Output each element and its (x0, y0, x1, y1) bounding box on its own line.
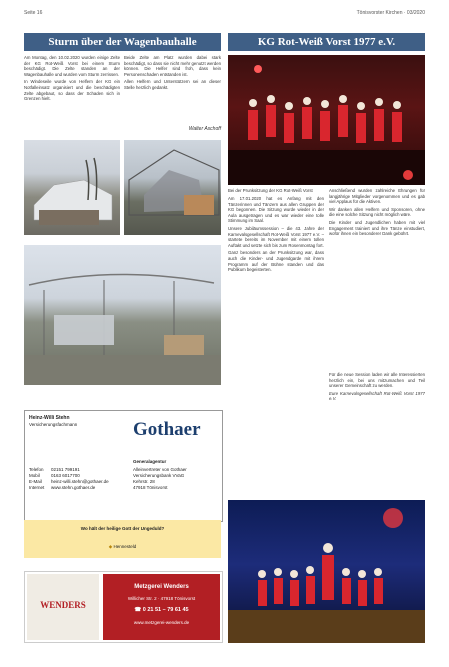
agent-name: Heinz-Willi Stehn (29, 415, 70, 421)
right-article-paragraph: Wir danken allen Helfern und Sponsoren, ohne die eine solche Sitzung nicht möglich wäre. (329, 206, 425, 218)
contact-value: www.stehn.gothaer.de (51, 485, 96, 490)
contact-value: heinz-willi.stehn@gothaer.de (51, 479, 109, 484)
publication-name: Tönisvorster Kirchen · 03/2020 (356, 10, 425, 16)
left-article-col2 (124, 55, 221, 125)
tent-photo-3-image (24, 245, 221, 385)
agency-line: 47918 Tönisvorst (133, 485, 168, 490)
tent-photo-1-image (24, 140, 120, 235)
agency-title: Generalagentur (133, 459, 167, 464)
wenders-logo-text: WENDERS (40, 600, 86, 610)
contact-label: Internet (29, 485, 45, 490)
right-article-paragraph: Am 17.01.2020 hat es Anfang mit den Tänzerinnen und Tänzern aus allen Gruppen der KG begonnen. Die Sitzung wurde wieder in der Aula ausgetragen und es war wieder eine tolle Stimmung im Saal. (228, 196, 324, 224)
left-article-paragraph: In Windeseile wurde von Helfern der KG ein Notfalleinsatz organisiert und die beschädigten Zelte abgebaut, so dass der Schaden sich in Grenzen hielt. (24, 79, 120, 102)
left-article-author: Walter Aschoff (188, 126, 221, 132)
contact-list (29, 467, 129, 491)
right-article-paragraph: Unsere Jubiläumssession – die 43. Jahre der Karnevalsgesellschaft Rot-Weiß Vorst 1977 e.V. – startete bereits im November mit einem tollen Auftakt und setzte sich bis zum Rosenmontag fort. (228, 225, 324, 248)
left-article-paragraph: Allen Helfern und Unterstützern sei an dieser Stelle herzlich gedankt. (124, 79, 221, 90)
contact-row (29, 485, 129, 491)
right-article-paragraph: Für die neue Session laden wir alle Interessierten herzlich ein, bei uns mitzumachen und Teil unserer Gemeinschaft zu werden. (329, 372, 425, 389)
riddle-question: Wo hält der heilige Gott der Ungeduld? (80, 526, 165, 531)
dance-group-photo-image (228, 500, 425, 643)
agent-subtitle: Versicherungsfachmann (29, 422, 78, 427)
left-article-col1 (24, 55, 120, 135)
right-article-paragraph: Die Kinder und Jugendlichen haben mit viel Engagement trainiert und ihre Tänze einstudiert, wofür ihnen ein besonderer Dank gebührt. (329, 219, 425, 237)
right-article-signature: Eure Karnevalsgesellschaft Rot-Weiß Vorst 1977 e.V. (329, 390, 425, 402)
wenders-ad (24, 571, 223, 643)
left-article-title: Sturm über der Wagenbauhalle (24, 33, 221, 51)
riddle-answer: Hennesteld (113, 544, 137, 549)
riddle-ad (24, 520, 221, 558)
dance-group-photo (228, 500, 425, 643)
page-number: Seite 16 (24, 10, 43, 16)
tent-photo-2-image (124, 140, 221, 235)
contact-label: E-Mail (29, 479, 42, 484)
right-article-col2 (329, 188, 425, 366)
contact-value: 0163 6017700 (51, 473, 80, 478)
contact-label: Telefon (29, 467, 44, 472)
right-article-col1 (228, 196, 324, 460)
carnival-stage-photo (228, 55, 425, 185)
tent-photo-3 (24, 245, 221, 385)
agency-line: Versicherungsbank VVaG (133, 473, 185, 478)
agency-address (133, 467, 218, 491)
photo-caption: Bei der Prunksitzung der KG Rot-Weiß Vorst (228, 188, 313, 193)
wenders-title: Metzgerei Wenders (134, 584, 189, 590)
wenders-website[interactable]: www.metzgerei-wenders.de (133, 620, 190, 625)
wenders-phone: ☎ 0 21 51 – 79 61 45 (134, 607, 189, 613)
right-article-paragraph: Anschließend wurden zahlreiche Ehrungen für langjährige Mitglieder vorgenommen und es gab viel Applaus für die Aktiven. (329, 188, 425, 205)
agency-line: Kehrstr. 28 (133, 479, 155, 484)
agency-line: Alleinvertreter von Gothaer (133, 467, 187, 472)
carnival-stage-photo-image (228, 55, 425, 185)
contact-value: 02151 799191 (51, 467, 80, 472)
gothaer-ad (24, 410, 223, 522)
wenders-address: Willicher Str. 2 · 47918 Tönisvorst (127, 596, 196, 601)
right-article-paragraph: Ganz besonders an der Prunksitzung war, dass auch die Kinder- und Jugendgarde mit ihrem Programm auf der Bühne standen und das Publikum begeisterten. (228, 250, 324, 273)
right-article-title: KG Rot-Weiß Vorst 1977 e.V. (228, 33, 425, 51)
tent-photo-1 (24, 140, 120, 235)
gothaer-logo: Gothaer (133, 419, 201, 440)
wenders-info (103, 574, 220, 640)
left-article-paragraph: Beide Zelte am Platz wurden dabei stark beschädigt, so dass sie nicht mehr genutzt werden können. Die Helfer sind froh, dass kein Personenschaden entstanden ist. (124, 55, 221, 77)
contact-label: Mobil (29, 473, 40, 478)
diamond-icon: ◆ (108, 544, 113, 549)
riddle-answer-row (24, 544, 221, 550)
wenders-logo (27, 574, 99, 640)
tent-photo-2 (124, 140, 221, 235)
left-article-paragraph: Am Montag, den 10.02.2020 wurden einige Zelte der KG Rot-Weiß Vorst bei einem Sturm beschädigt. Die Zelte standen an der Wagenbauhalle und wurden vom Sturm zerrissen. (24, 55, 120, 77)
right-article-col3 (329, 372, 425, 460)
